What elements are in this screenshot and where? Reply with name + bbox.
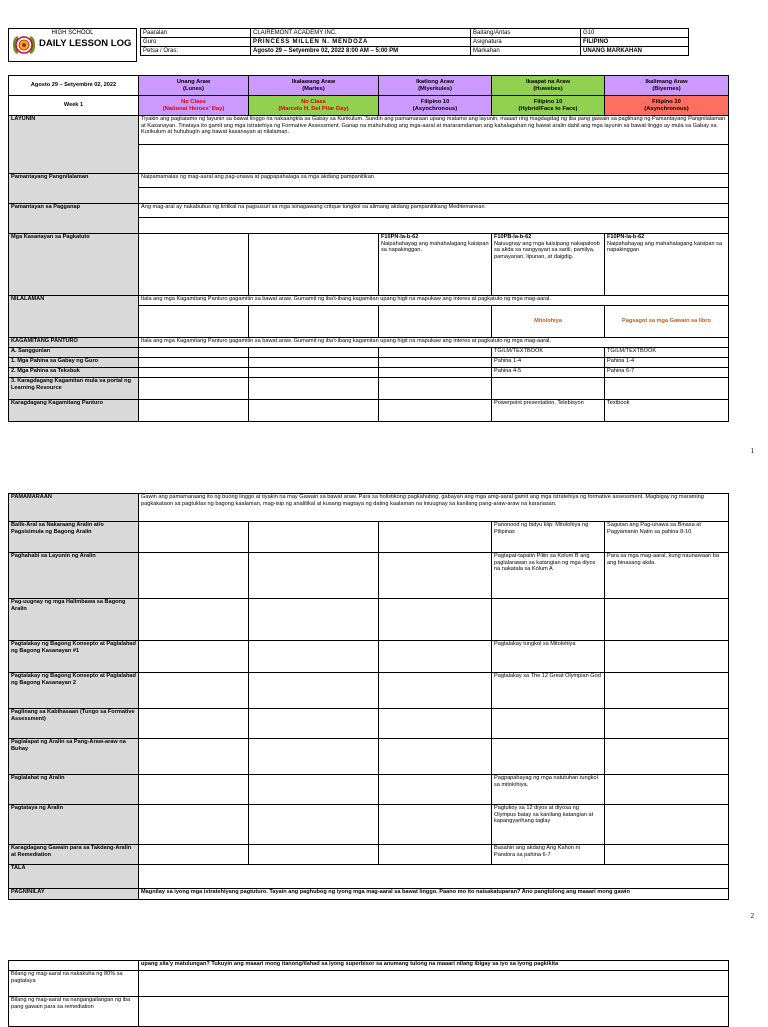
school-level: HIGH SCHOOL xyxy=(51,30,94,36)
asignatura-value: FILIPINO xyxy=(581,38,689,47)
tala-blank xyxy=(139,865,729,889)
nilalaman-day4: Mitolohiya xyxy=(492,306,605,338)
nilalaman-day1 xyxy=(139,306,249,338)
day-status-3: Filipino 10 (Asynchronous) xyxy=(379,96,492,116)
kasanayan-label: Mga Kasanayan sa Pagkatuto xyxy=(9,234,139,296)
pagninilay-label: PAGNINILAY xyxy=(9,889,139,900)
tala-label: TALA xyxy=(9,865,139,889)
pagganap-label: Pamantayan sa Pagganap xyxy=(9,204,139,234)
day-header-5: Ikalimang Araw (Biyernes) xyxy=(605,76,729,96)
day-header-4: Ikaapat na Araw (Huwebes) xyxy=(492,76,605,96)
kagamitan-row-label: 2. Mga Pahina sa Teksbuk xyxy=(9,368,139,378)
procedure-day5 xyxy=(605,845,729,865)
baitang-value: G10 xyxy=(581,29,689,38)
day-status-5: Filipino 10 (Asynchronous) xyxy=(605,96,729,116)
day-status-1: No Class (National Heroes' Day) xyxy=(139,96,249,116)
guro-value: PRINCESS MILLEN N. MENDOZA xyxy=(251,38,471,47)
kasanayan-day3: F10PN-Ia-b-62 Naipahahayag ang mahahalagang kaisipan sa napakinggan. xyxy=(379,234,492,296)
procedure-day5: Sagutan ang Pag-unawa sa Binasa at Pagyamanin Natin sa pahina 8-10. xyxy=(605,522,729,553)
pamamaraan-table xyxy=(8,493,729,900)
baitang-label: Baitang/Antas xyxy=(471,29,581,38)
kagamitan-row-day4 xyxy=(492,378,605,400)
layunin-label: LAYUNIN xyxy=(9,116,139,174)
reflection-text: upang sila'y matulungan? Tukuyin ang maaari mong itanong/ilahad sa iyong superbisor sa anumang tulong na maaari nilang ibigay sa iyo sa iyong pagkikita xyxy=(139,961,729,971)
procedure-day4: Basahin ang akdang Ang Kahon ni Pandora sa pahina 6-7 xyxy=(492,845,605,865)
kagamitan-row-day5: Pahina 1-4 xyxy=(605,358,729,368)
procedure-day5 xyxy=(605,641,729,673)
kagamitan-row-day5: Pahina 6-7 xyxy=(605,368,729,378)
kagamitan-row-label: A. Sanggunian xyxy=(9,348,139,358)
kasanayan-day1 xyxy=(139,234,249,296)
nilalaman-day3 xyxy=(379,306,492,338)
reflection-row-value xyxy=(139,997,729,1027)
school-logo-box xyxy=(8,28,137,62)
kagamitan-row-day4: Pahina 1-4 xyxy=(492,358,605,368)
procedure-day5 xyxy=(605,775,729,805)
procedure-day4: Pagpapahayag ng mga natutuhan tungkol sa mitolohiya. xyxy=(492,775,605,805)
procedure-label: Pagtataya ng Aralin xyxy=(9,805,139,845)
procedure-day5: Para sa mga mag-aaral, kung naunawaan ba ang binasang akda. xyxy=(605,553,729,599)
nilalaman-text: Itala ang mga Kagamitang Panturo gagamitin sa bawat araw. Gumamit ng iba't-ibang kagamitan upang higit na mapukaw ang interes at pagkatuto ng mga mag-aaral. xyxy=(139,296,729,306)
procedure-day5 xyxy=(605,805,729,845)
school-seal-icon xyxy=(12,34,36,56)
kagamitan-row-day4: Pahina 4-5 xyxy=(492,368,605,378)
pangnilalaman-label: Pamantayang Pangnilalaman xyxy=(9,174,139,204)
page-number: 1 xyxy=(750,447,754,455)
petsa-value: Agosto 29 – Setyembre 02, 2022 8:00 AM – 5:00 PM xyxy=(251,47,471,56)
nilalaman-label: NILALAMAN xyxy=(9,296,139,338)
procedure-label: Balik-Aral sa Nakaraang Aralin at/o Pagsisimula ng Bagong Aralin xyxy=(9,522,139,553)
kasanayan-day2 xyxy=(249,234,379,296)
procedure-day4: Pagtalakay sa The 12 Great Olympian God xyxy=(492,673,605,709)
kagamitan-row-day4: Powerpoint presentation, Telebisyon xyxy=(492,400,605,422)
guro-label: Guro xyxy=(141,38,251,47)
kagamitan-row-day5 xyxy=(605,378,729,400)
page-number: 2 xyxy=(750,912,754,920)
procedure-day5 xyxy=(605,599,729,641)
pangnilalaman-blank xyxy=(139,188,729,204)
kagamitan-label: KAGAMITANG PANTURO xyxy=(9,338,139,348)
layunin-blank xyxy=(139,145,729,174)
week-range: Agosto 29 – Setyembre 02, 2022 xyxy=(9,76,139,96)
procedure-day4: Pagtapat-tapatin Piliin sa Kolum B ang paglalarawan sa katangian ng mga diyos na nakatala sa Kolum A xyxy=(492,553,605,599)
kagamitan-row-label: 3. Karagdagang Kagamitan mula sa portal ng Learning Resource xyxy=(9,378,139,400)
reflection-row-value xyxy=(139,971,729,997)
pagganap-blank xyxy=(139,218,729,234)
reflection-row-label: Bilang ng mag-aaral na nangangailangan ng iba pang gawain para sa remediation xyxy=(9,997,139,1027)
nilalaman-day2 xyxy=(249,306,379,338)
markahan-value: UNANG MARKAHAN xyxy=(581,47,689,56)
pamamaraan-text: Gawin ang pamamaraang ito ng buong linggo at tiyakin na may Gawain sa bawat araw. Para sa holistikong pagkahubog, gabayan ang mga amg-aaral gamit ang mga istratehiya ng formative assessment. Magbigay ng maraming pagkakataon sa pagtuklas ng bagong kaalaman, mag-isip ng analitikal at kusang magtaya ng dating kaalaman na iniuugnay sa kanilang pang-araw-araw na karanasan. xyxy=(139,494,729,522)
kagamitan-row-day4: TG/LM/TEXTBOOK xyxy=(492,348,605,358)
procedure-day4: Panonood ng bidyu klip: Mitolohiya ng Pilipinas xyxy=(492,522,605,553)
lesson-log-table xyxy=(8,75,729,422)
nilalaman-day5: Pagsagot sa mga Gawain sa libro xyxy=(605,306,729,338)
procedure-day5 xyxy=(605,709,729,739)
procedure-label: Paglalahat ng Aralin xyxy=(9,775,139,805)
procedure-label: Paglalapat ng Aralin sa Pang-Araw-araw na Buhay xyxy=(9,739,139,775)
day-status-2: No Class (Marcelo H. Del Pilar Day) xyxy=(249,96,379,116)
pagganap-text: Ang mag-aral ay nakabubuo ng kritikal na pagsusuri sa mga isinagawang critque tungkol sa alimang akdang pampanitikang Mediterranean xyxy=(139,204,729,218)
kagamitan-row-day5: Textbook xyxy=(605,400,729,422)
day-header-3: Ikatlong Araw (Miyerkules) xyxy=(379,76,492,96)
procedure-day4: Pagtukoy sa 12 diyos at diyosa ng Olympus batay sa kanilang katangian at kapangyarihang taglay xyxy=(492,805,605,845)
procedure-day4: Pagtalakay tungkol sa Mitolohiya xyxy=(492,641,605,673)
paaralan-value: CLAIREMONT ACADEMY INC. xyxy=(251,29,471,38)
procedure-label: Pagtalakay ng Bagong Konsepto at Paglalahad ng Bagong Kasanayan #1 xyxy=(9,641,139,673)
procedure-day5 xyxy=(605,739,729,775)
pagninilay-text: Magnilay sa iyong mga istratehiyang pagtuturo. Tayain ang paghubog ng iyong mga mag-aaral sa bawat linggo. Paano mo ito naisakatuparan? Ano pangtulong ang maaari mong gawin xyxy=(139,889,729,900)
procedure-label: Paghahabi sa Layunin ng Aralin xyxy=(9,553,139,599)
kagamitan-text: Itala ang mga Kagamitang Panturo gagamitin sa bawat araw. Gumamit ng iba't-ibang kagamitan upang higit na mapukaw ang interes at pagkatuto ng mga mag-aaral. xyxy=(139,338,729,348)
day-header-1: Unang Araw (Lunes) xyxy=(139,76,249,96)
header-table xyxy=(140,28,689,56)
procedure-label: Paglinang sa Kabihasaan (Tungo sa Formative Assessment) xyxy=(9,709,139,739)
day-header-2: Ikalawang Araw (Martes) xyxy=(249,76,379,96)
reflection-row-label: Bilang ng mag-aaral na nakakuha ng 80% sa pagtataya xyxy=(9,971,139,997)
pangnilalaman-text: Naipamamalas ng mag-aaral ang pag-unawa at pagpapahalaga sa mga akdang pampanitikan xyxy=(139,174,729,188)
reflection-label-blank xyxy=(9,961,139,971)
kagamitan-row-label: 1. Mga Pahina sa Gabay ng Guro xyxy=(9,358,139,368)
procedure-label: Karagdagang Gawain para sa Takdang-Aralin at Remediation xyxy=(9,845,139,865)
kagamitan-row-label: Karagdagang Kagamitang Panturo xyxy=(9,400,139,422)
procedure-day4 xyxy=(492,709,605,739)
week-label: Week 1 xyxy=(9,96,139,116)
procedure-label: Pagtalakay ng Bagong Konsepto at Paglalahad ng Bagong Kasanayan 2 xyxy=(9,673,139,709)
asignatura-label: Asignatura xyxy=(471,38,581,47)
layunin-text: Tiyakin ang pagtatamo ng layunin sa bawat linggo na nakaangkla sa Gabay sa Kurikulum. Sundin ang pamamaraan upang matamo ang layunin, maaari ring magdagdag ng iba pang gawain sa paglinang ng Pamantayang Pangnilalaman at Kasanayan. Tinataya ito gamit ang mga istratehiya ng Formative Assessment. Ganap na mahuhubog ang mga-aaral at mararamdaman ang kahalagahan ng bawat aralin dahil ang mga layunin sa bawat linggo ay mula sa Gabay sa Kurikulum at huhubugin ang bawat kasanayan at nilalaman. xyxy=(139,116,729,145)
markahan-label: Markahan xyxy=(471,47,581,56)
procedure-day5 xyxy=(605,673,729,709)
kagamitan-row-day5: TG/LM/TEXTBOOK xyxy=(605,348,729,358)
pamamaraan-label: PAMAMARAAN xyxy=(9,494,139,522)
petsa-label: Petsa / Oras: xyxy=(141,47,251,56)
kasanayan-day4: F10PB-Ia-b-62 Naiuugnay ang mga kaisipang nakapaloob sa akda sa nangyayari sa sarili, pamilya, pamayanan, lipunan, at daigdig. xyxy=(492,234,605,296)
procedure-day4 xyxy=(492,599,605,641)
kasanayan-day5: F10PN-Ia-b-62 Naipahahayag ang mahahalagang kaisipan sa napakinggan xyxy=(605,234,729,296)
paaralan-label: Paaralan xyxy=(141,29,251,38)
day-status-4: Filipino 10 (Hybrid/Face to Face) xyxy=(492,96,605,116)
procedure-day4 xyxy=(492,739,605,775)
document-title: DAILY LESSON LOG xyxy=(39,38,132,49)
reflection-table xyxy=(8,960,729,1027)
procedure-label: Pag-uugnay ng mga Halimbawa sa Bagong Aralin xyxy=(9,599,139,641)
